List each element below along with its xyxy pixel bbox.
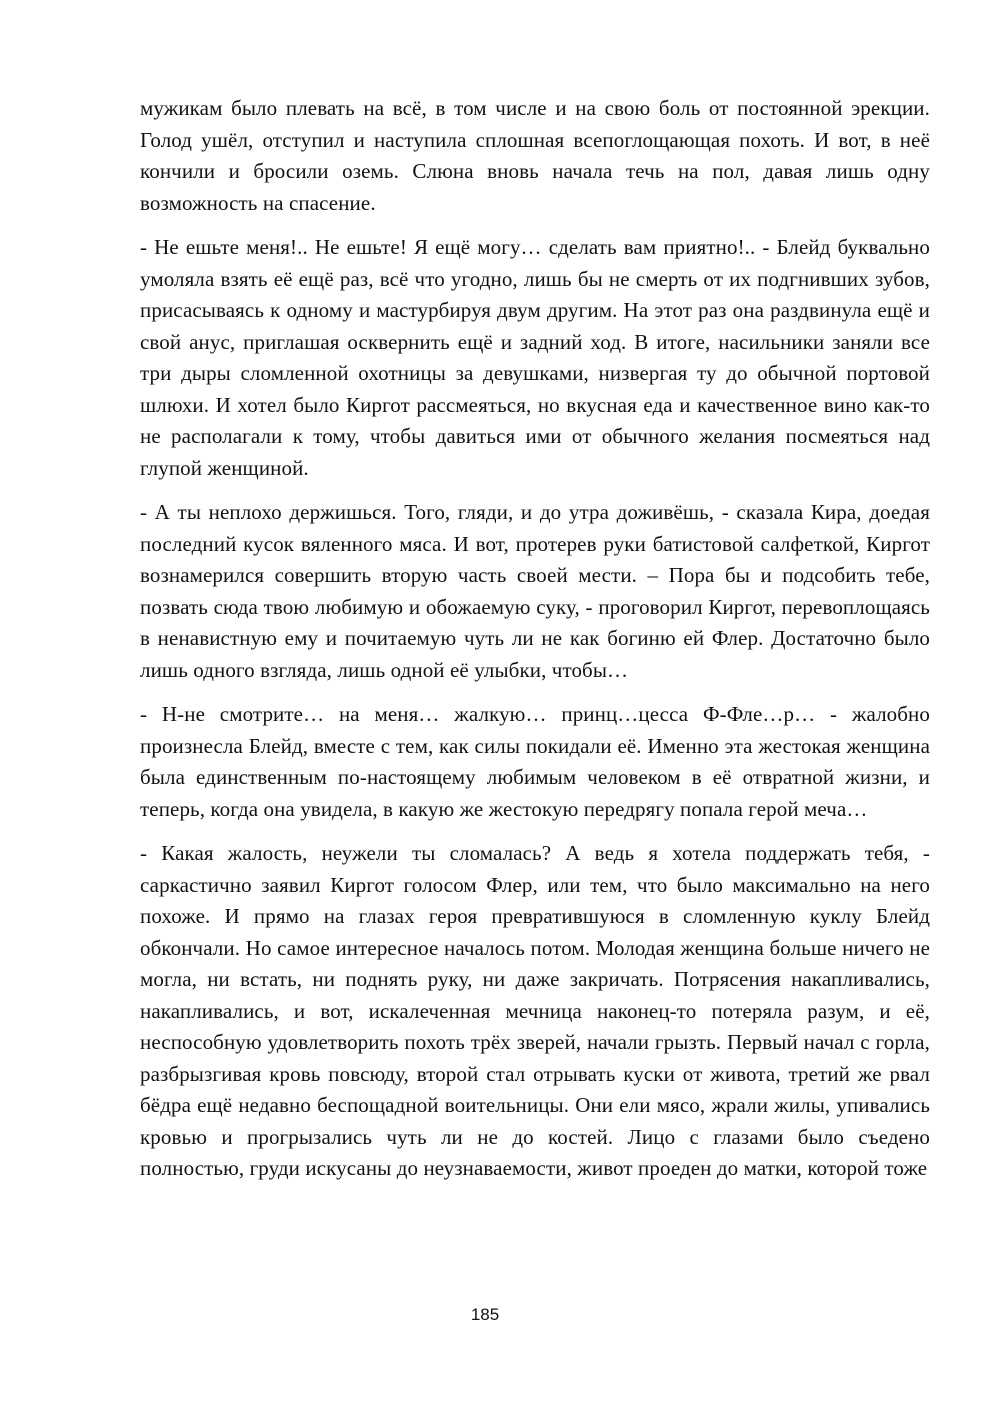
paragraph: - Н-не смотрите… на меня… жалкую… принц…цесса Ф-Фле…р… - жалобно произнесла Блейд, вместе с тем, как силы покидали её. Именно эта жестокая женщина была единственным по-настоящему любимым человеком в её отвратной жизни, и теперь, когда она увидела, в какую же жестокую передрягу попала герой меча… <box>140 702 930 821</box>
page-number: 185 <box>470 1305 500 1324</box>
paragraph: - Не ешьте меня!.. Не ешьте! Я ещё могу… сделать вам приятно!.. - Блейд буквально умоляла взять её ещё раз, всё что угодно, лишь бы не смерть от их подгнивших зубов, присасываясь к одному и мастурбируя двум другим. На этот раз она раздвинула ещё и свой анус, приглашая осквернить ещё и задний ход. В итоге, насильники заняли все три дыры сломленной охотницы за девушками, низвергая ту до обычной портовой шлюхи. И хотел было Киргот рассмеяться, но вкусная еда и качественное вино как-то не располагали к тому, чтобы давиться ими от обычного желания посмеяться над глупой женщиной. <box>140 235 930 480</box>
paragraph: - Какая жалость, неужели ты сломалась? А ведь я хотела поддержать тебя, - саркастично заявил Киргот голосом Флер, или тем, что было максимально на него похоже. И прямо на глазах героя превратившуюся в сломленную куклу Блейд обкончали. Но самое интересное началось потом. Молодая женщина больше ничего не могла, ни встать, ни поднять руку, ни даже закричать. Потрясения накапливались, накапливались, и вот, искалеченная мечница наконец-то потеряла разум, и её, неспособную удовлетворить похоть трёх зверей, начали грызть. Первый начал с горла, разбрызгивая кровь повсюду, второй стал отрывать куски от живота, третий же рвал бёдра ещё недавно беспощадной воительницы. Они ели мясо, жрали жилы, упивались кровью и прогрызались чуть ли не до костей. Лицо с глазами было съедено полностью, груди искусаны до неузнаваемости, живот проеден до матки, которой тоже <box>140 841 930 1180</box>
paragraph: - А ты неплохо держишься. Того, гляди, и до утра доживёшь, - сказала Кира, доедая последний кусок вяленного мяса. И вот, протерев руки батистовой салфеткой, Киргот вознамерился совершить вторую часть своей мести. – Пора бы и подсобить тебе, позвать сюда твою любимую и обожаемую суку, - проговорил Киргот, перевоплощаясь в ненавистную ему и почитаемую чуть ли не как богиню ей Флер. Достаточно было лишь одного взгляда, лишь одной её улыбки, чтобы… <box>140 500 930 682</box>
paragraph: мужикам было плевать на всё, в том числе и на свою боль от постоянной эрекции. Голод ушёл, отступил и наступила сплошная всепоглощающая похоть. И вот, в неё кончили и бросили оземь. Слюна вновь начала течь на пол, давая лишь одну возможность на спасение. <box>140 96 930 215</box>
